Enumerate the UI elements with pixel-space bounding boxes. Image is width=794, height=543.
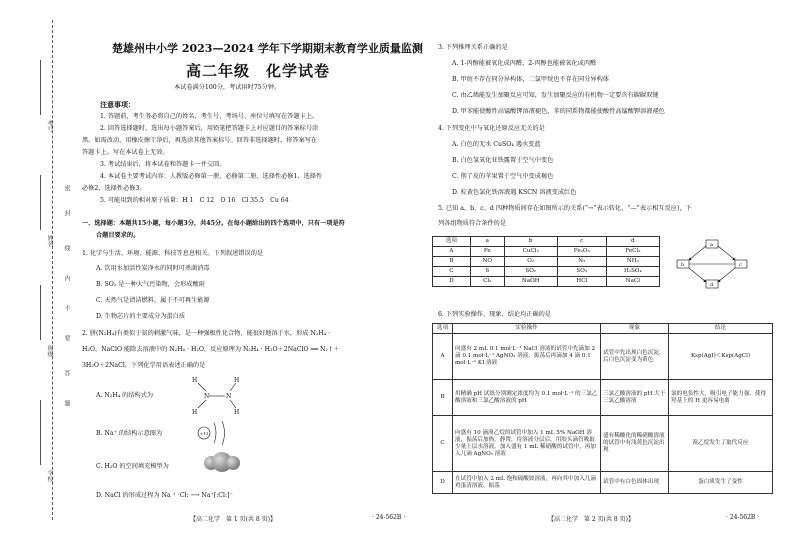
table-cell: C (433, 267, 471, 277)
note-line: 黑。如需改动，用橡皮擦干净后，再选涂其他答案标号。回答非选择题时，将答案写在 (82, 137, 318, 144)
exam-info: 本试卷满分100分，考试用时75分钟。 (174, 84, 281, 91)
table-cell: 在试管中加入 2 mL 饱和硫酸铵溶液，再向其中加入几滴鸡蛋清溶液，振荡 (453, 472, 601, 494)
question-2-stem: 3H₂O＋2NaCl，下列化学用语表述正确的是 (82, 362, 206, 369)
table-cell: SO₃ (557, 267, 606, 277)
q6-experiment-table (432, 323, 773, 494)
footer-code: · 24-562B · (372, 514, 406, 521)
table-cell: SO₂ (504, 267, 557, 277)
node-label: d (710, 282, 714, 288)
table-cell: O₂ (504, 257, 557, 267)
subject-title: 高二年级 化学试卷 (186, 62, 331, 80)
table-cell: Fe₂O₃ (557, 247, 606, 257)
table-header: b (504, 237, 557, 247)
table-cell: C (433, 416, 453, 472)
q4-option-c: C. 削了皮的苹果置于空气中变成褐色 (452, 173, 554, 180)
q4-option-a: A. 白色的无水 CuSO₄ 遇水变蓝 (452, 141, 541, 148)
table-cell: 溴乙烷发生了取代反应 (669, 416, 773, 472)
table-cell: Cl₂ (470, 277, 504, 287)
table-header: c (557, 237, 606, 247)
seal-warning-2: 封 (63, 210, 70, 216)
seal-warning-7: 答 (63, 370, 70, 376)
table-cell: 蛋白质发生了变性 (669, 472, 773, 494)
table-cell: B (433, 257, 471, 267)
svg-text:H: H (234, 377, 240, 384)
table-cell: D (433, 277, 471, 287)
table-cell: NaCl (606, 277, 659, 287)
table-cell: 向盛有 10 滴溴乙烷的试管中加入 1 mL 5% NaOH 溶液，振荡后加热，静置，待溶液分层后，用胶头滴管吸取少量上层水溶液，加入盛有 1 mL 稀硝酸的试管中，再加入几滴 AgNO₃ 溶液 (453, 416, 601, 472)
svg-text:H: H (192, 409, 198, 416)
q5-relation-diagram (673, 238, 753, 290)
notes-title: 注意事项： (100, 100, 135, 109)
question-3-stem: 3. 下列推理关系正确的是 (438, 44, 508, 51)
table-cell: N₂ (557, 257, 606, 267)
question-6-stem: 6. 下列实验操作、现象、结论均正确的是 (438, 311, 552, 318)
seal-warning-4: 内 (63, 275, 70, 281)
q2-option-d: D. NaCl 的形成过程为 Na ⁺ ·Cl: ⟶ Na⁺[:Cl:]⁻ (96, 492, 233, 499)
table-header-row (433, 324, 773, 334)
section-heading: 一、选择题：本题共15小题，每小题3分，共45分。在每小题给出的四个选项中，只有一项是符 (82, 220, 345, 227)
q1-option-b: B. SO₂ 是一种大气污染物，会形成酸雨 (96, 281, 205, 288)
id-field[interactable] (40, 60, 41, 115)
q1-option-c: C. 天然气是清洁燃料，属于不可再生能源 (96, 297, 210, 304)
table-cell: 向盛有 2 mL 0.1 mol·L⁻¹ NaCl 溶液的试管中先滴加 2 滴 0.1 mol·L⁻¹ AgNO₃ 溶液，振荡后再滴加 4 滴 0.1 mol·L⁻¹ KI 溶液 (453, 334, 601, 380)
node-label: b (681, 262, 685, 268)
question-5-stem: 5. 已知 a、b、c、d 四种物质间存在如图所示的关系(“→”表示转化，“—”表示相互反应)，下 (438, 205, 692, 212)
school-field[interactable] (40, 400, 41, 465)
node-label: a (710, 242, 713, 248)
table-cell: A (433, 247, 471, 257)
table-cell: 试管中有白色固体出现 (601, 472, 669, 494)
table-cell: A (433, 334, 453, 380)
section-heading: 合题目要求的。 (96, 232, 140, 239)
exam-title: 楚雄州中小学 2023—2024 学年下学期期末教育学业质量监测 (112, 42, 423, 55)
note-line: 4. 本试卷主要考试内容：人教版必修第一册、必修第二册、选择性必修1、选择性 (100, 173, 323, 180)
note-line: 必修2、选择性必修3。 (82, 185, 146, 192)
table-cell: 用精确 pH 试纸分别测定浓度均为 0.1 mol·L⁻¹ 的三氯乙酸溶液和三氯乙酸溶液的 pH (453, 380, 601, 416)
hydrazine-structure-diagram (190, 374, 250, 416)
table-header: 选项 (433, 237, 471, 247)
footer-page-1: 【高二化学 第 1 页(共 8 页)】 (190, 516, 276, 523)
note-line: 3. 考试结束后，将本试卷和答题卡一并交回。 (100, 161, 226, 168)
table-cell: 三氯乙酸溶液的 pH 大于三氯乙酸溶液 (601, 380, 669, 416)
table-row (433, 277, 660, 287)
table-cell: 氯的电负性大，吸引电子能力强，使得羟基上的 H 更容易电离 (669, 380, 773, 416)
q2-option-b: B. Na⁺ 的结构示意图为 (96, 430, 163, 437)
name-field[interactable] (40, 175, 41, 230)
note-line: 5. 可能用到的相对原子质量：H 1 C 12 O 16 Cl 35.5 Cu 64 (100, 197, 289, 204)
svg-text:N: N (226, 393, 232, 400)
svg-text:N: N (204, 393, 210, 400)
question-2-stem: 2. 肼(N₂H₄)有类似于氨的刺激气味，是一种强极性化合物，能很好地溶于水，形成 N₂H₄ · (82, 330, 331, 337)
q2-option-c: C. H₂O 的空间填充模型为 (96, 463, 169, 470)
q3-option-d: D. 甲苯能使酸性高锰酸钾溶液褪色，苯的同系物都能使酸性高锰酸钾溶液褪色 (452, 108, 665, 115)
table-header-row (433, 237, 660, 247)
table-cell: NO (470, 257, 504, 267)
table-header: 实验操作 (453, 324, 601, 334)
name-label: 姓名 (46, 235, 53, 247)
table-cell: Ksp(AgI)＜Ksp(AgCl) (669, 334, 773, 380)
svg-text:H: H (192, 377, 198, 384)
table-header: 选项 (433, 324, 453, 334)
q3-option-b: B. 甲烷不存在同分异构体，二氯甲烷也不存在同分异构体 (452, 76, 609, 83)
svg-text:+11: +11 (200, 431, 209, 436)
seal-warning-5: 不 (63, 305, 70, 311)
table-cell: NH₃ (606, 257, 659, 267)
table-cell: Fe (470, 247, 504, 257)
table-cell: 盛有稀酸化的稀硝酸溶液的试管中有浅黄色沉淀出现 (601, 416, 669, 472)
table-row (433, 334, 773, 380)
table-cell: S (470, 267, 504, 277)
table-row (433, 247, 660, 257)
table-cell: HCl (557, 277, 606, 287)
table-header: a (470, 237, 504, 247)
table-header: d (606, 237, 659, 247)
class-label: 班级 (46, 345, 53, 357)
seal-warning-6: 要 (63, 335, 70, 341)
sodium-ion-diagram (194, 418, 234, 448)
table-row (433, 257, 660, 267)
seal-warning-1: 密 (63, 185, 70, 191)
table-cell: B (433, 380, 453, 416)
binding-dashed-line (52, 20, 53, 520)
note-line: 答题卡上。写在本试卷上无效。 (82, 149, 169, 156)
note-line: 2. 回答选择题时，选出每小题答案后，用铅笔把答题卡上对应题目的答案标号涂 (100, 125, 319, 132)
footer-code: · 24-562B · (726, 514, 760, 521)
q3-option-c: C. 由乙烯能发生加聚反应可知，发生加聚反应的有机物一定要含有碳碳双键 (452, 92, 659, 99)
q4-option-d: D. 棕黄色氯化铁溶液遇 KSCN 溶液变成红色 (452, 189, 577, 196)
table-cell: H₂SO₄ (606, 267, 659, 277)
table-cell: FeCl₃ (606, 247, 659, 257)
question-1-stem: 1. 化学与生活、环境、能源、科技等息息相关。下列叙述错误的是 (82, 250, 264, 257)
table-cell: 试管中先出现白色沉淀，后白色沉淀变为黄色 (601, 334, 669, 380)
node-label: c (739, 262, 742, 268)
school-label: 学校 (46, 470, 53, 482)
table-cell: NaOH (504, 277, 557, 287)
table-header: 现象 (601, 324, 669, 334)
note-line: 1. 答题前，考生务必将自己的姓名、考生号、考场号、座位号填写在答题卡上。 (100, 113, 319, 120)
q5-options-table (432, 236, 660, 287)
question-5-stem: 列各组物质符合条件的是 (438, 220, 507, 227)
id-label: 考号 (46, 120, 53, 132)
table-cell: D (433, 472, 453, 494)
q2-option-a: A. N₂H₄ 的结构式为 (96, 392, 154, 399)
table-row (433, 380, 773, 416)
question-4-stem: 4. 下列变化中与氧化还原反应无关的是 (438, 125, 545, 132)
table-header: 结论 (669, 324, 773, 334)
table-row (433, 472, 773, 494)
question-2-stem: H₂O。NaClO 能除去溶液中的 N₂H₄ · H₂O，反应原理为 N₂H₄ · H₂O＋2NaClO ══ N₂↑＋ (82, 346, 340, 353)
class-field[interactable] (40, 285, 41, 340)
table-cell: CuCl₂ (504, 247, 557, 257)
table-row (433, 416, 773, 472)
table-row (433, 267, 660, 277)
footer-page-2: 【高二化学 第 2 页(共 8 页)】 (548, 516, 634, 523)
q4-option-b: B. 白色氢氧化亚铁露置于空气中变色 (452, 157, 554, 164)
svg-text:H: H (234, 409, 240, 416)
seal-warning-8: 题 (63, 400, 70, 406)
binding-strip (0, 0, 70, 543)
q1-option-a: A. 饮用水加活性炭净水的同时可杀菌消毒 (96, 265, 210, 272)
q1-option-d: D. 生物芯片的主要成分为蛋白质 (96, 313, 186, 320)
q3-option-a: A. 1-丙醇能被氧化成丙醛，2-丙醇也能被氧化成丙醛 (452, 60, 597, 67)
seal-warning-3: 线 (63, 245, 70, 251)
